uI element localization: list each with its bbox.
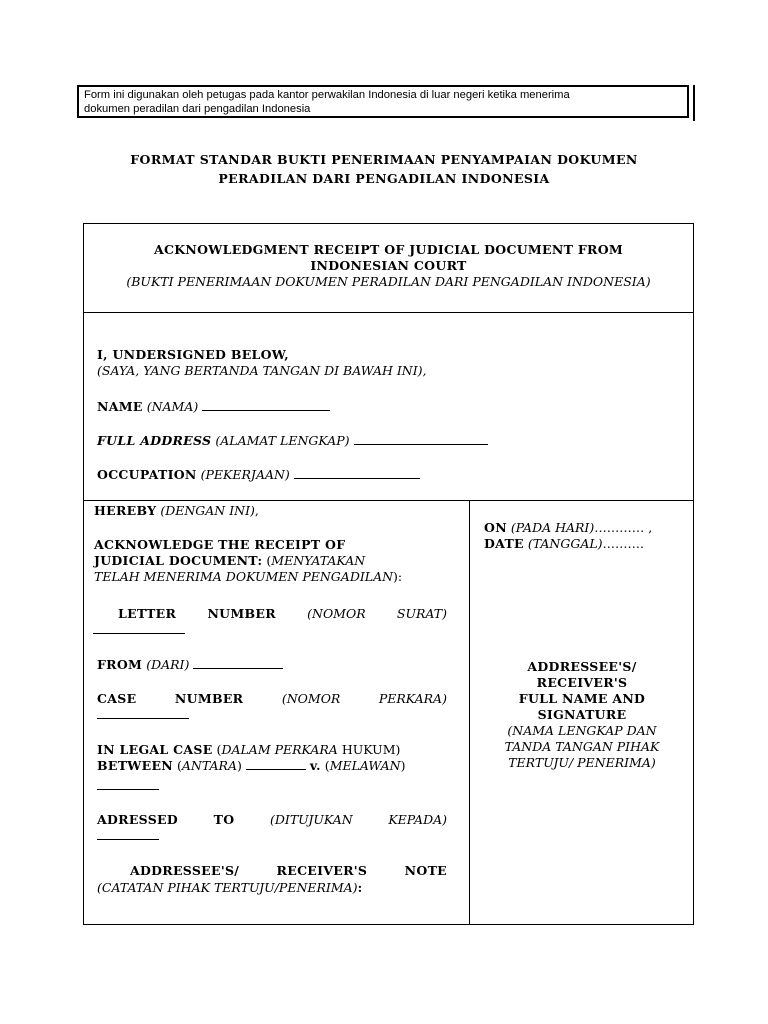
case-word-2: NUMBER bbox=[174, 691, 244, 706]
receiver-note-translation-row bbox=[97, 880, 362, 896]
name-label: NAME bbox=[97, 399, 143, 414]
receiver-note-row bbox=[130, 863, 447, 879]
addressed-word-2: TO bbox=[213, 812, 235, 827]
date-label: DATE bbox=[484, 536, 524, 551]
on-field[interactable]: ………… , bbox=[594, 520, 653, 535]
legal-case-line-2 bbox=[97, 758, 406, 774]
party-2-field[interactable] bbox=[97, 778, 159, 790]
note-box-edge bbox=[693, 85, 695, 121]
acknowledge-end: ): bbox=[393, 569, 403, 584]
receipt-form bbox=[83, 223, 694, 925]
case-word-4: PERKARA) bbox=[378, 691, 447, 706]
acknowledge-line-2 bbox=[94, 553, 402, 569]
legal-case-line-1 bbox=[97, 742, 406, 758]
acknowledge-translation-1: MENYATAKAN bbox=[271, 553, 366, 568]
date-field[interactable]: ………. bbox=[602, 536, 645, 551]
signature-translation-3: TERTUJU/ PENERIMA) bbox=[508, 755, 656, 770]
date-translation: (TANGGAL) bbox=[527, 536, 603, 551]
signature-line-4: SIGNATURE bbox=[537, 707, 627, 722]
receiver-note-colon: : bbox=[357, 880, 363, 895]
form-heading-line-1: ACKNOWLEDGMENT RECEIPT OF JUDICIAL DOCUMENT FROM bbox=[153, 242, 624, 257]
acknowledge-line-3 bbox=[94, 569, 402, 585]
case-number-line bbox=[97, 707, 189, 723]
date-row bbox=[484, 536, 708, 552]
undersigned-statement bbox=[97, 347, 427, 379]
document-title bbox=[84, 150, 684, 188]
document-title-line-2: PERADILAN DARI PENGADILAN INDONESIA bbox=[218, 171, 550, 186]
addressed-word-1: ADRESSED bbox=[97, 812, 179, 827]
addressed-word-4: KEPADA) bbox=[388, 812, 447, 827]
letter-word-1: LETTER bbox=[118, 606, 177, 621]
from-field[interactable] bbox=[193, 657, 283, 669]
signature-translation-2: TANDA TANGAN PIHAK bbox=[504, 739, 660, 754]
letter-number-row bbox=[118, 606, 447, 622]
legal-case-label: IN LEGAL CASE bbox=[97, 742, 213, 757]
addressed-to-row bbox=[97, 812, 447, 828]
acknowledge-paren: ( bbox=[266, 553, 272, 568]
instruction-note-box bbox=[77, 85, 689, 118]
legal-case-row bbox=[97, 742, 406, 774]
form-heading-translation: (BUKTI PENERIMAAN DOKUMEN PERADILAN DARI PENGADILAN INDONESIA) bbox=[126, 274, 651, 289]
versus-paren-open: ( bbox=[324, 758, 330, 773]
legal-case-translation: DALAM PERKARA bbox=[221, 742, 338, 757]
document-title-line-1: FORMAT STANDAR BUKTI PENERIMAAN PENYAMPAIAN DOKUMEN bbox=[130, 152, 638, 167]
party-2-line bbox=[97, 778, 159, 794]
from-label: FROM bbox=[97, 657, 143, 672]
signature-translation-1: (NAMA LENGKAP DAN bbox=[507, 723, 657, 738]
letter-number-field[interactable] bbox=[93, 622, 185, 634]
between-paren-close: ) bbox=[236, 758, 242, 773]
undersigned-label: I, UNDERSIGNED BELOW, bbox=[97, 347, 289, 362]
hereby-translation: (DENGAN INI) bbox=[160, 503, 255, 518]
versus-label: v. bbox=[309, 758, 321, 773]
acknowledge-line-1: ACKNOWLEDGE THE RECEIPT OF bbox=[94, 537, 346, 552]
signature-line-3: FULL NAME AND bbox=[518, 691, 646, 706]
addressed-word-3: (DITUJUKAN bbox=[270, 812, 353, 827]
address-row bbox=[97, 433, 488, 449]
case-word-1: CASE bbox=[97, 691, 137, 706]
divider-heading bbox=[84, 312, 693, 313]
on-row bbox=[484, 520, 708, 536]
form-heading-line-2: INDONESIAN COURT bbox=[310, 258, 467, 273]
on-date-block bbox=[470, 520, 708, 552]
acknowledge-label: JUDICIAL DOCUMENT: bbox=[94, 553, 263, 568]
letter-number-line bbox=[93, 622, 185, 638]
instruction-note-line-1: Form ini digunakan oleh petugas pada kantor perwakilan Indonesia di luar negeri ketika menerima bbox=[84, 89, 570, 101]
instruction-note-line-2: dokumen peradilan dari pengadilan Indonesia bbox=[84, 103, 311, 115]
on-translation: (PADA HARI) bbox=[510, 520, 595, 535]
name-field[interactable] bbox=[202, 399, 330, 411]
case-word-3: (NOMOR bbox=[281, 691, 341, 706]
on-label: ON bbox=[484, 520, 507, 535]
note-word-1: ADDRESSEE'S/ bbox=[130, 863, 240, 878]
letter-word-2: NUMBER bbox=[207, 606, 276, 621]
address-label: FULL ADDRESS bbox=[97, 433, 212, 448]
signature-block bbox=[470, 659, 694, 771]
between-label: BETWEEN bbox=[97, 758, 174, 773]
acknowledge-statement bbox=[94, 537, 402, 585]
note-word-3: NOTE bbox=[404, 863, 447, 878]
case-number-row bbox=[97, 691, 447, 707]
party-1-field[interactable] bbox=[246, 758, 306, 770]
name-translation: (NAMA) bbox=[146, 399, 199, 414]
form-heading bbox=[84, 242, 693, 290]
versus-paren-close: ) bbox=[400, 758, 406, 773]
signature-line-1: ADDRESSEE'S/ bbox=[527, 659, 637, 674]
hereby-comma: , bbox=[254, 503, 259, 518]
legal-case-paren: ( bbox=[216, 742, 222, 757]
from-row bbox=[97, 657, 283, 673]
between-translation: ANTARA bbox=[181, 758, 237, 773]
hereby-row bbox=[94, 503, 259, 519]
occupation-field[interactable] bbox=[294, 467, 420, 479]
addressed-to-line bbox=[97, 828, 159, 844]
address-translation: (ALAMAT LENGKAP) bbox=[215, 433, 350, 448]
receiver-note-translation: (CATATAN PIHAK TERTUJU/PENERIMA) bbox=[97, 880, 358, 895]
occupation-label: OCCUPATION bbox=[97, 467, 197, 482]
hereby-label: HEREBY bbox=[94, 503, 157, 518]
case-number-field[interactable] bbox=[97, 707, 189, 719]
signature-line-2: RECEIVER'S bbox=[536, 675, 628, 690]
from-translation: (DARI) bbox=[146, 657, 190, 672]
occupation-translation: (PEKERJAAN) bbox=[200, 467, 290, 482]
acknowledge-translation-2: TELAH MENERIMA DOKUMEN PENGADILAN bbox=[94, 569, 394, 584]
letter-word-3: (NOMOR bbox=[307, 606, 366, 621]
divider-identity bbox=[84, 500, 693, 501]
addressed-to-field[interactable] bbox=[97, 828, 159, 840]
between-paren-open: ( bbox=[177, 758, 182, 773]
versus-translation: MELAWAN bbox=[329, 758, 401, 773]
note-word-2: RECEIVER'S bbox=[276, 863, 368, 878]
name-row bbox=[97, 399, 330, 415]
legal-case-hukum: HUKUM) bbox=[341, 742, 401, 757]
letter-word-4: SURAT) bbox=[396, 606, 447, 621]
address-field[interactable] bbox=[354, 433, 488, 445]
occupation-row bbox=[97, 467, 420, 483]
undersigned-translation: (SAYA, YANG BERTANDA TANGAN DI BAWAH INI), bbox=[97, 363, 427, 378]
